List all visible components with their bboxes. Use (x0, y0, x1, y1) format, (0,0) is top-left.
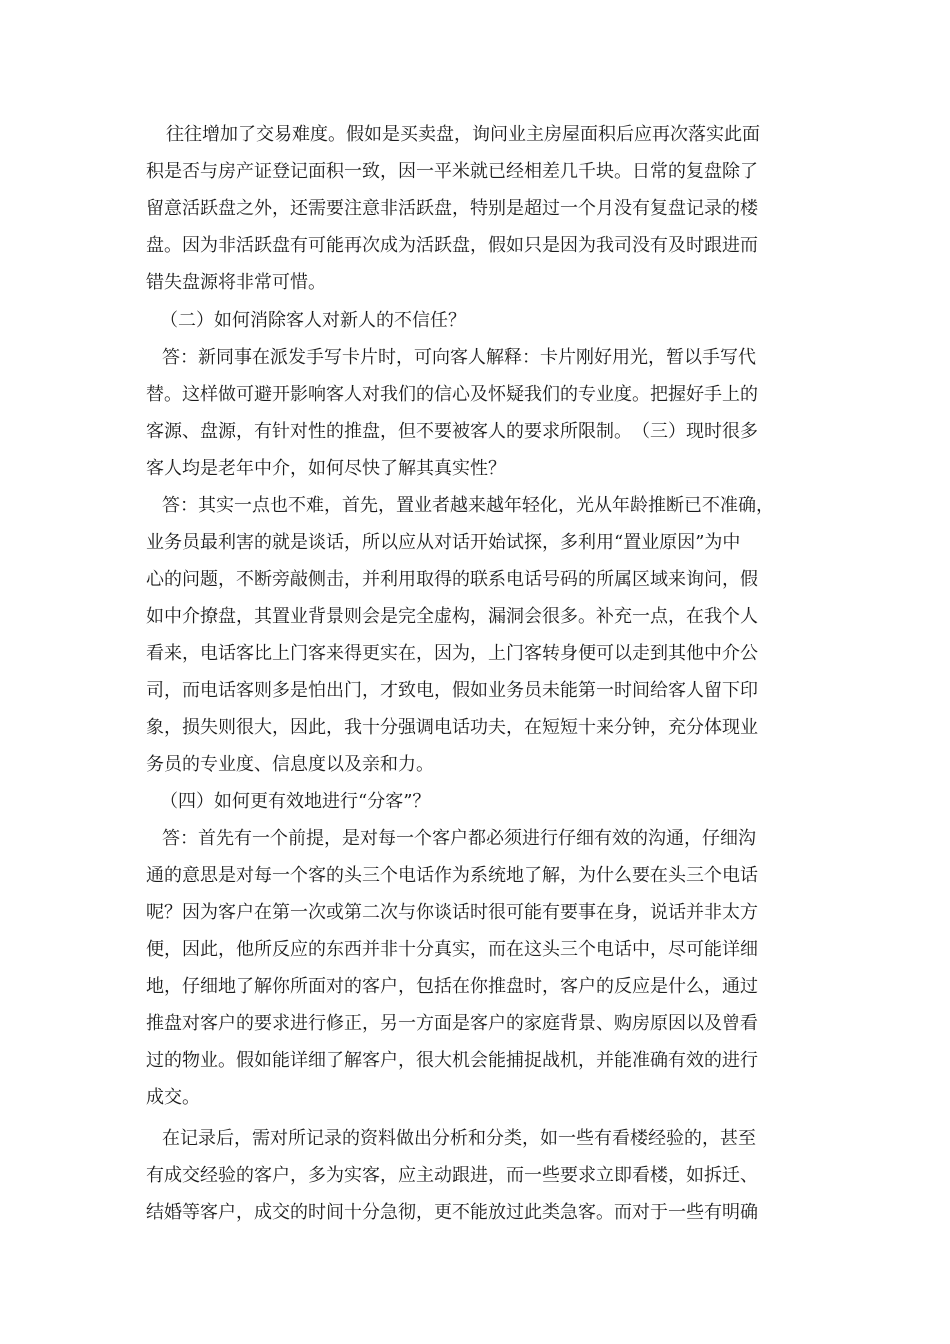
text-line: 在记录后，需对所记录的资料做出分析和分类，如一些有看楼经验的，甚至 (162, 1128, 756, 1149)
text-line: 客源、盘源，有针对性的推盘，但不要被客人的要求所限制。 （三）现时很多 (146, 421, 758, 442)
text-line: 司，而电话客则多是怕出门，才致电，假如业务员未能第一时间给客人留下印 (146, 680, 758, 701)
text-line: 留意活跃盘之外，还需要注意非活跃盘，特别是超过一个月没有复盘记录的楼 (146, 198, 758, 219)
text-line: 通的意思是对每一个客的头三个电话作为系统地了解，为什么要在头三个电话 (146, 865, 758, 886)
text-line: 业务员最利害的就是谈话，所以应从对话开始试探，多利用“置业原因”为中 (146, 532, 741, 553)
text-line: 便，因此，他所反应的东西并非十分真实，而在这头三个电话中，尽可能详细 (146, 939, 758, 960)
text-line: 心的问题，不断旁敲侧击，并利用取得的联系电话号码的所属区域来询问，假 (146, 569, 758, 590)
text-line: 有成交经验的客户，多为实客，应主动跟进，而一些要求立即看楼，如拆迁、 (146, 1165, 758, 1186)
text-line: 积是否与房产证登记面积一致，因一平米就已经相差几千块。日常的复盘除了 (146, 161, 758, 182)
text-line: 往往增加了交易难度。假如是买卖盘，询问业主房屋面积后应再次落实此面 (166, 124, 760, 145)
text-line: 呢？因为客户在第一次或第二次与你谈话时很可能有要事在身，说话并非太方 (146, 902, 758, 923)
text-line: 成交。 (146, 1087, 200, 1108)
text-line: 象，损失则很大，因此，我十分强调电话功夫，在短短十来分钟，充分体现业 (146, 717, 758, 738)
text-line: 客人均是老年中介，如何尽快了解其真实性？ (146, 458, 506, 479)
text-line: 盘。因为非活跃盘有可能再次成为活跃盘，假如只是因为我司没有及时跟进而 (146, 235, 758, 256)
text-line: 如中介撩盘，其置业背景则会是完全虚构，漏洞会很多。补充一点，在我个人 (146, 606, 758, 627)
text-line: 错失盘源将非常可惜。 (146, 272, 326, 293)
text-line: 答：其实一点也不难，首先，置业者越来越年轻化，光从年龄推断已不准确， (162, 495, 774, 516)
text-line: 推盘对客户的要求进行修正，另一方面是客户的家庭背景、购房原因以及曾看 (146, 1013, 758, 1034)
text-line: 看来，电话客比上门客来得更实在，因为，上门客转身便可以走到其他中介公 (146, 643, 758, 664)
text-line: 地，仔细地了解你所面对的客户，包括在你推盘时，客户的反应是什么，通过 (146, 976, 758, 997)
text-line: 答：新同事在派发手写卡片时，可向客人解释：卡片刚好用光，暂以手写代 (162, 347, 756, 368)
text-line: 替。这样做可避开影响客人对我们的信心及怀疑我们的专业度。把握好手上的 (146, 384, 758, 405)
text-line: 答：首先有一个前提，是对每一个客户都必须进行仔细有效的沟通，仔细沟 (162, 828, 756, 849)
text-line: 务员的专业度、信息度以及亲和力。 (146, 754, 434, 775)
text-line: 结婚等客户，成交的时间十分急彻，更不能放过此类急客。而对于一些有明确 (146, 1202, 758, 1223)
section-heading: （四）如何更有效地进行“分客”？ (160, 791, 431, 812)
text-line: 过的物业。假如能详细了解客户，很大机会能捕捉战机，并能准确有效的进行 (146, 1050, 758, 1071)
section-heading: （二）如何消除客人对新人的不信任？ (160, 310, 466, 331)
